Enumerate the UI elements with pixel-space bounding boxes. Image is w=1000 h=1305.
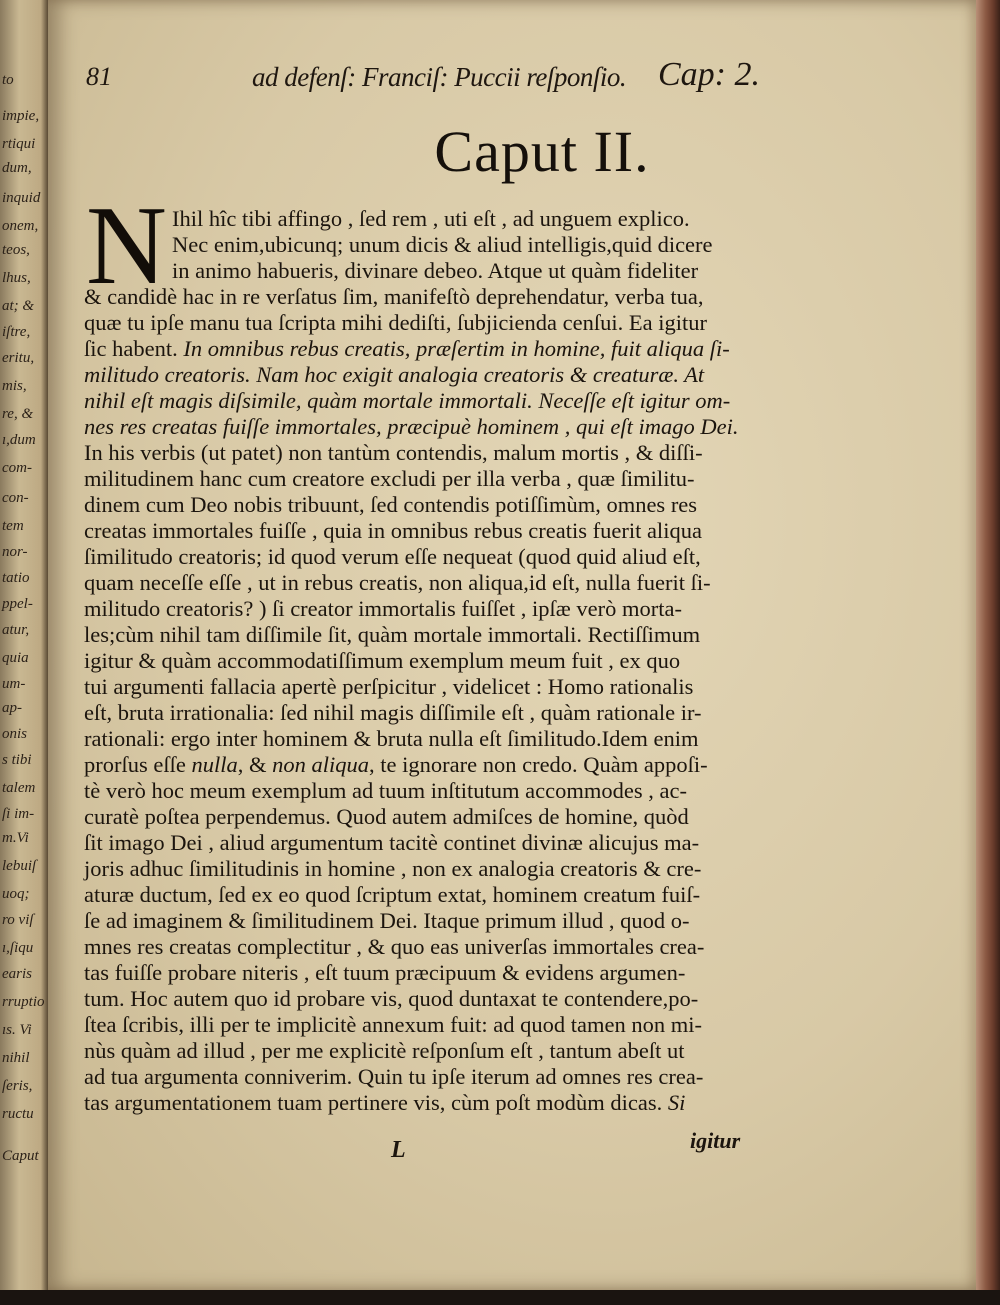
text-line [84,986,784,1012]
text-line [84,804,784,830]
text-segment: nes res creatas fuiſſe immortales, præcipuè hominem , qui eſt imago Dei. [84,414,739,439]
previous-page-fragment: tem [2,518,24,534]
previous-page-fragment: ro viſ [2,912,34,928]
text-line [84,466,784,492]
previous-page-fragment: quia [2,650,29,666]
previous-page-fragment: eritu, [2,350,35,366]
chapter-title: Caput II. [434,119,650,184]
previous-page-fragment: nihil [2,1050,30,1066]
text-segment: igitur & quàm accommodatiſſimum exemplum meum fuit , ex quo [84,648,681,673]
previous-page-fragment: earis [2,966,32,982]
text-segment: tum. Hoc autem quo id probare vis, quod duntaxat te contendere,po- [84,986,699,1011]
previous-page-fragment: mis, [2,378,27,394]
text-line [84,518,784,544]
text-line [84,752,784,778]
previous-page-fragment: ructu [2,1106,34,1122]
previous-page-fragment: lebuiſ [2,858,37,874]
previous-page-fragment: ı,ſiqu [2,940,34,956]
text-segment: eſt, bruta irrationalia: ſed nihil magis diſſimile eſt , quàm rationale ir- [84,700,702,725]
previous-page-fragment: onis [2,726,28,742]
text-line [84,336,784,362]
previous-page-fragment: atur, [2,622,30,638]
previous-page-fragment: rruptio [2,994,45,1010]
text-line [84,1038,784,1064]
text-line [84,830,784,856]
catchword: igitur [690,1128,741,1153]
text-segment: ſtea ſcribis, illi per te implicitè annexum fuit: ad quod tamen non mi- [84,1012,702,1037]
text-line [84,726,784,752]
text-line [84,440,784,466]
text-segment: In his verbis (ut patet) non tantùm contendis, malum mortis , & diſſi- [84,440,703,465]
text-line [84,674,784,700]
text-line [84,960,784,986]
previous-page-fragment: talem [2,780,36,796]
text-line [84,570,784,596]
previous-page-fragment: impie, [2,108,40,124]
text-segment: ſit imago Dei , aliud argumentum tacitè continet divinæ alicujus ma- [84,830,700,855]
text-line [84,596,784,622]
text-segment: aturæ ductum, ſed ex eo quod ſcriptum extat, hominem creatum fuiſ- [84,882,701,907]
signature-mark: L [391,1137,406,1163]
text-segment: nùs quàm ad illud , per me explicitè reſponſum eſt , tantum abeſt ut [84,1038,685,1063]
text-line [172,206,784,232]
text-segment: nihil eſt magis diſsimile, quàm mortale immortali. Neceſſe eſt igitur om- [84,388,731,413]
text-segment: Si [667,1090,686,1115]
previous-page-fragment: inquid [2,190,41,206]
text-segment: quæ tu ipſe manu tua ſcripta mihi dediſti, ſubjicienda cenſui. Ea igitur [84,310,707,335]
text-segment: tè verò hoc meum exemplum ad tuum inſtitutum accommodes , ac- [84,778,687,803]
book-fore-edge [976,0,1000,1305]
text-segment: Ihil hîc tibi affingo , ſed rem , uti eſt , ad unguem explico. [172,206,690,231]
previous-page-fragment: teos, [2,242,30,258]
text-line [84,778,784,804]
bottom-shadow [0,1290,1000,1305]
previous-page-fragment: nor- [2,544,28,560]
previous-page-fragment: ıs. Vi [2,1022,32,1038]
text-line [84,1012,784,1038]
text-segment: militudo creatoris? ) ſi creator immortalis fuiſſet , ipſæ verò morta- [84,596,682,621]
text-segment: dinem cum Deo nobis tribuunt, ſed contendis potiſſimùm, omnes res [84,492,698,517]
previous-page-edge [0,0,48,1305]
previous-page-fragment: to [2,72,14,88]
text-segment: tas argumentationem tuam pertinere vis, cùm poſt modùm dicas. [84,1090,668,1115]
previous-page-fragment: ap- [2,700,22,716]
text-segment: non aliqua [272,752,370,777]
chapter-reference: Cap: 2. [658,56,760,93]
text-segment: militudinem hanc cum creatore excludi per illa verba , quæ ſimilitu- [84,466,695,491]
text-segment: prorſus eſſe [84,752,192,777]
previous-page-fragment: ı,dum [2,432,36,448]
text-line [84,856,784,882]
text-line [84,362,784,388]
text-line [84,388,784,414]
previous-page-fragment: Caput [2,1148,39,1164]
text-line [84,882,784,908]
previous-page-fragment: tatio [2,570,30,586]
previous-page-fragment: s tibi [2,752,32,768]
text-line [84,1090,784,1116]
text-segment: mnes res creatas complectitur , & quo eas univerſas immortales crea- [84,934,705,959]
text-line [84,908,784,934]
text-line [172,258,784,284]
previous-page-fragment: com- [2,460,32,476]
previous-page-fragment: dum, [2,160,32,176]
text-segment: nulla [191,752,238,777]
text-segment: ſimilitudo creatoris; id quod verum eſſe nequeat (quod quid aliud eſt, [84,544,701,569]
text-line [84,544,784,570]
previous-page-fragment: lhus, [2,270,31,286]
page-number: 81 [86,62,112,91]
previous-page-fragment: rtiqui [2,136,36,152]
text-segment: curatè poſtea perpendemus. Quod autem admiſces de homine, quòd [84,804,689,829]
text-segment: tui argumenti fallacia apertè perſpicitur , videlicet : Homo rationalis [84,674,694,699]
text-segment: Nec enim,ubicunq; unum dicis & aliud intelligis,quid dicere [172,232,713,257]
text-segment: In omnibus rebus creatis, præſertim in homine, fuit aliqua ſi- [183,336,730,361]
text-line [84,284,784,310]
text-segment: , & [237,752,273,777]
previous-page-fragment: at; & [2,298,35,314]
text-line [84,310,784,336]
previous-page-fragment: ppel- [2,596,33,612]
previous-page-fragment: m.Vi [2,830,29,846]
previous-page-fragment: iſtre, [2,324,31,340]
text-segment: tas fuiſſe probare niteris , eſt tuum præcipuum & evidens argumen- [84,960,686,985]
text-segment: in animo habueris, divinare debeo. Atque ut quàm fideliter [172,258,699,283]
text-line [84,1064,784,1090]
text-line [84,700,784,726]
text-segment: & candidè hac in re verſatus ſim, manifeſtò deprehendatur, verba tua, [84,284,704,309]
book-page [48,0,976,1290]
text-segment: rationali: ergo inter hominem & bruta nulla eſt ſimilitudo.Idem enim [84,726,699,751]
previous-page-fragment: re, & [2,406,34,422]
text-segment: , te ignorare non credo. Quàm appoſi- [369,752,708,777]
previous-page-fragment: onem, [2,218,39,234]
previous-page-fragment: ſeris, [2,1078,33,1094]
text-segment: creatas immortales fuiſſe , quia in omnibus rebus creatis fuerit aliqua [84,518,702,543]
page-header [86,58,926,98]
text-segment: militudo creatoris. Nam hoc exigit analogia creatoris & creaturæ. At [84,362,705,387]
previous-page-fragment: con- [2,490,29,506]
previous-page-fragment: ſi im- [2,806,35,822]
text-line [84,934,784,960]
text-segment: quam neceſſe eſſe , ut in rebus creatis, non aliqua,id eſt, nulla fuerit ſi- [84,570,711,595]
text-line [84,492,784,518]
text-line [84,414,784,440]
previous-page-fragment: um- [2,676,26,692]
previous-page-fragment: uoq; [2,886,30,902]
drop-cap: N [86,184,167,308]
text-segment: ad tua argumenta conniverim. Quin tu ipſe iterum ad omnes res crea- [84,1064,704,1089]
text-line [84,648,784,674]
text-line [172,232,784,258]
text-segment: joris adhuc ſimilitudinis in homine , non ex analogia creatoris & cre- [84,856,702,881]
running-title: ad defenſ: Franciſ: Puccii reſponſio. [252,62,627,92]
text-segment: ſic habent. [84,336,184,361]
text-segment: les;cùm nihil tam diſſimile ſit, quàm mortale immortali. Rectiſſimum [84,622,701,647]
text-line [84,622,784,648]
text-segment: ſe ad imaginem & ſimilitudinem Dei. Itaque primum illud , quod o- [84,908,690,933]
